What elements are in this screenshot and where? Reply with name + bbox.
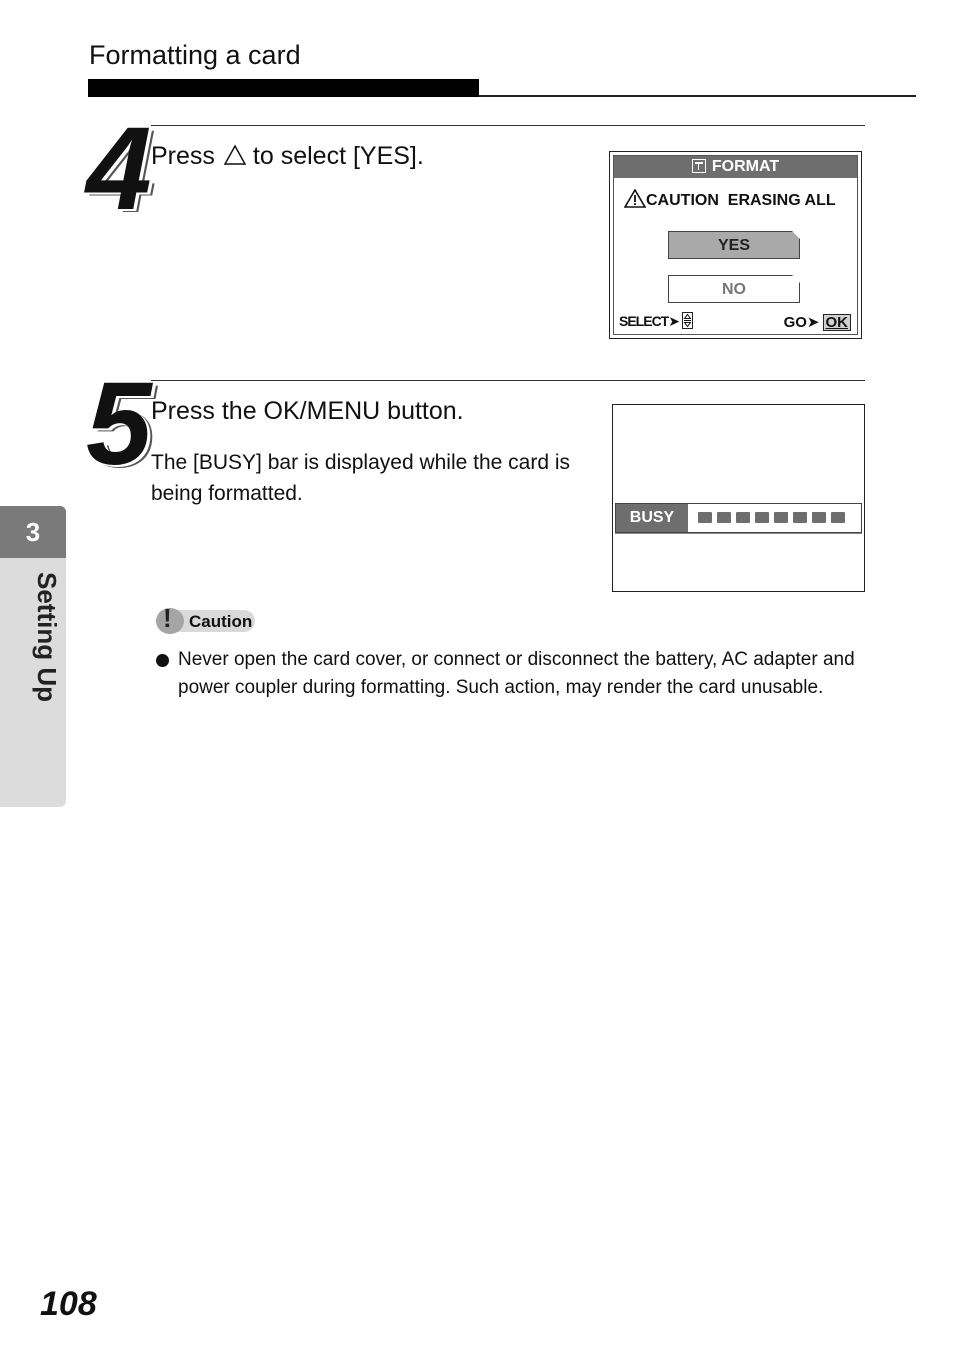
step-5-description: The [BUSY] bar is displayed while the card is being formatted. bbox=[151, 451, 571, 505]
format-screen bbox=[609, 151, 862, 339]
format-caution-text: CAUTION ERASING ALL bbox=[646, 192, 836, 209]
yes-option[interactable]: YES bbox=[668, 231, 800, 259]
step-number-4: 4 bbox=[86, 103, 148, 235]
step-5-rule bbox=[151, 380, 865, 381]
step-5-title: Press the OK/MENU button. bbox=[151, 397, 464, 425]
header-rule bbox=[479, 95, 916, 97]
busy-progress-blocks bbox=[698, 512, 850, 530]
busy-block bbox=[698, 512, 712, 523]
step-4-title-after: to select [YES]. bbox=[252, 142, 424, 170]
format-screen-title: FORMAT bbox=[711, 158, 780, 175]
exclamation-icon: ! bbox=[156, 608, 184, 634]
step-number-5: 5 bbox=[86, 358, 148, 490]
select-hint-label: SELECT bbox=[619, 313, 669, 329]
select-hint bbox=[619, 312, 693, 330]
busy-block bbox=[774, 512, 788, 523]
chapter-side-tab bbox=[0, 506, 66, 807]
arrow-right-icon: ➤ bbox=[668, 313, 679, 329]
caution-label: Caution bbox=[189, 612, 253, 631]
step-4-title bbox=[151, 140, 424, 174]
format-screen-header bbox=[614, 156, 857, 178]
bullet-icon bbox=[156, 654, 169, 667]
busy-block bbox=[755, 512, 769, 523]
go-hint bbox=[784, 313, 851, 331]
no-option[interactable]: NO bbox=[668, 275, 800, 303]
busy-block bbox=[831, 512, 845, 523]
busy-block bbox=[717, 512, 731, 523]
chapter-number-box bbox=[0, 506, 66, 558]
busy-screen bbox=[612, 404, 865, 592]
warning-triangle-icon bbox=[624, 192, 646, 209]
chapter-number: 3 bbox=[25, 517, 41, 547]
format-caution-line bbox=[624, 189, 836, 210]
header-bar bbox=[88, 79, 479, 97]
busy-label: BUSY bbox=[616, 504, 688, 532]
busy-block bbox=[793, 512, 807, 523]
ok-button-icon: OK bbox=[823, 314, 852, 331]
up-triangle-icon bbox=[223, 142, 247, 174]
arrow-right-icon: ➤ bbox=[806, 314, 820, 331]
caution-item: Never open the card cover, or connect or disconnect the battery, AC adapter and power coupler during formatting. Such action, may render the card unusable. bbox=[178, 649, 855, 698]
chapter-label: Setting Up bbox=[32, 572, 62, 702]
page-title: Formatting a card bbox=[89, 40, 301, 70]
go-hint-label: GO bbox=[783, 314, 807, 331]
page-number: 108 bbox=[40, 1285, 97, 1323]
busy-bar bbox=[615, 503, 862, 533]
card-icon bbox=[692, 159, 706, 173]
busy-block bbox=[736, 512, 750, 523]
up-down-arrows-icon bbox=[682, 312, 693, 329]
busy-block bbox=[812, 512, 826, 523]
step-4-title-before: Press bbox=[151, 142, 215, 170]
step-4-rule bbox=[151, 125, 865, 126]
